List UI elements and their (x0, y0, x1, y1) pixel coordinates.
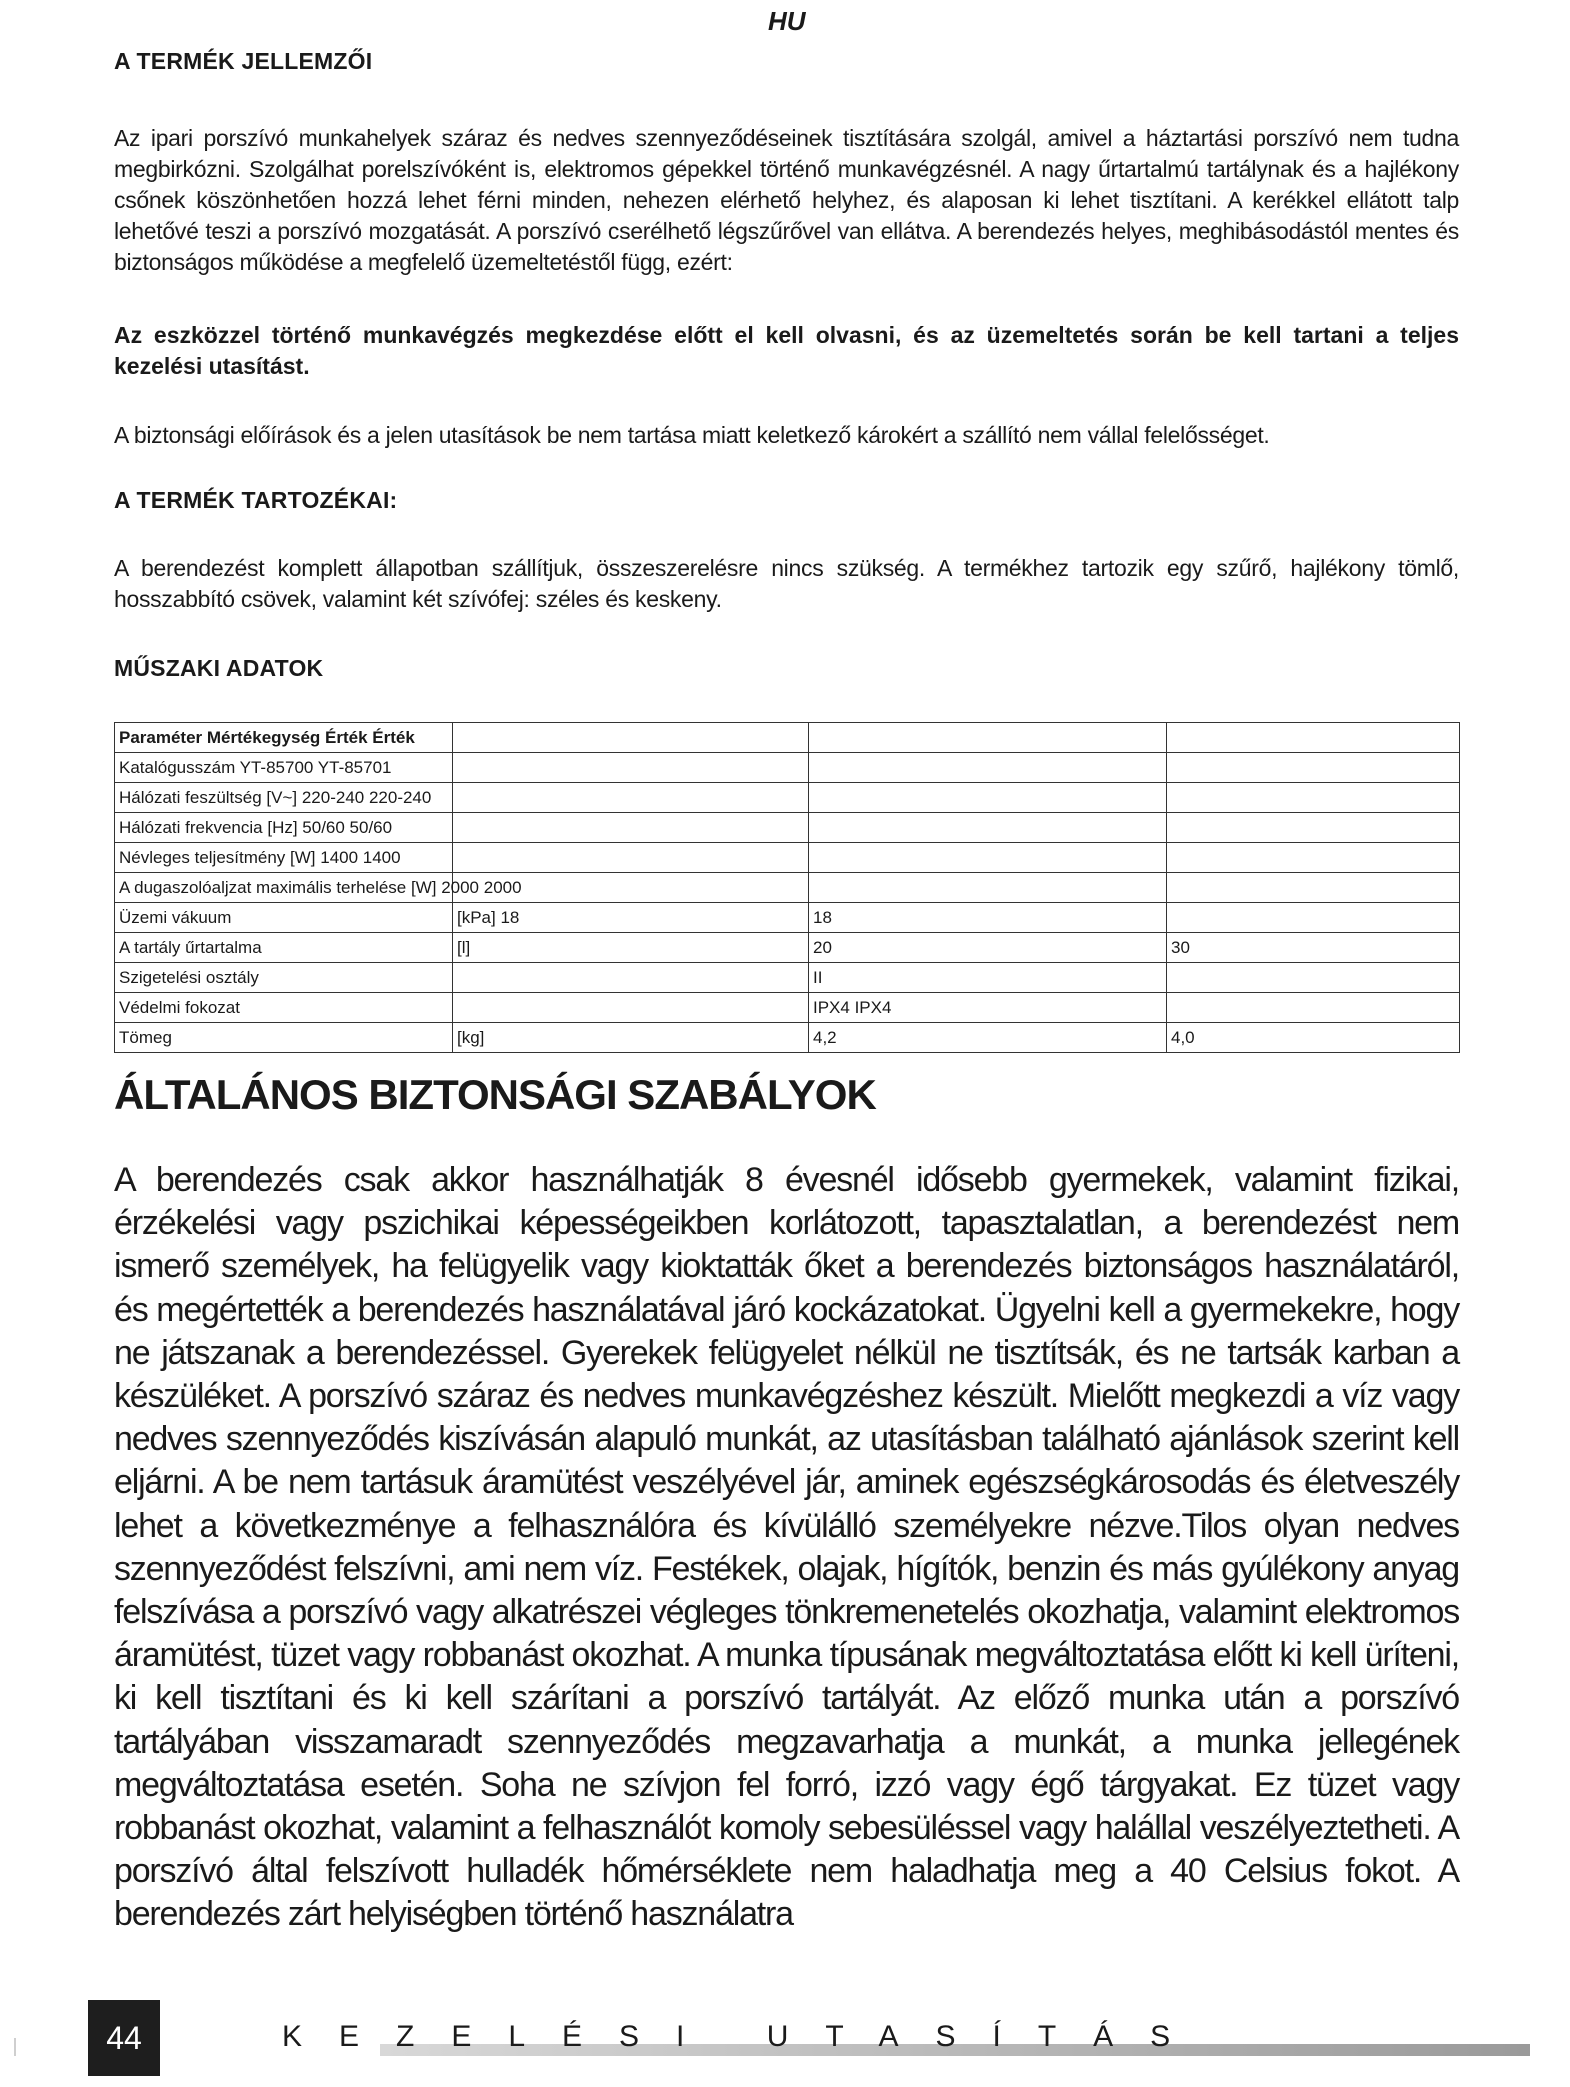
features-heading: A TERMÉK JELLEMZŐI (114, 48, 373, 74)
page-content (114, 48, 1459, 1937)
spec-table-row (115, 723, 1460, 753)
spec-table-cell: Paraméter Mértékegység Érték Érték (115, 723, 453, 753)
spec-table-cell: IPX4 IPX4 (809, 993, 1167, 1023)
margin-mark (14, 2038, 16, 2056)
footer-title: KEZELÉSI UTASÍTÁS (282, 2020, 1208, 2053)
spec-table-cell: A dugaszolóaljzat maximális terhelése [W] 2000 2000 (115, 873, 453, 903)
spec-table-cell: Szigetelési osztály (115, 963, 453, 993)
spec-table-cell: 30 (1167, 933, 1460, 963)
spec-table-cell: 18 (809, 903, 1167, 933)
spec-table-cell (1167, 783, 1460, 813)
spec-table-cell (809, 783, 1167, 813)
spec-table-cell: Hálózati frekvencia [Hz] 50/60 50/60 (115, 813, 453, 843)
spec-table-cell: Névleges teljesítmény [W] 1400 1400 (115, 843, 453, 873)
spec-table-row (115, 993, 1460, 1023)
spec-table-cell (809, 723, 1167, 753)
spec-table-cell (1167, 993, 1460, 1023)
safety-heading: ÁLTALÁNOS BIZTONSÁGI SZABÁLYOK (114, 1071, 876, 1118)
spec-table-cell: [l] (453, 933, 809, 963)
language-code: HU (768, 6, 806, 36)
spec-table-cell: Védelmi fokozat (115, 993, 453, 1023)
spec-table (114, 722, 1460, 1053)
spec-table-cell (453, 963, 809, 993)
spec-table-row (115, 813, 1460, 843)
spec-table-cell: A tartály űrtartalma (115, 933, 453, 963)
spec-table-cell (453, 723, 809, 753)
spec-table-cell: 4,2 (809, 1023, 1167, 1053)
spec-table-row (115, 933, 1460, 963)
spec-table-cell (1167, 903, 1460, 933)
spec-table-row (115, 963, 1460, 993)
features-paragraph: Az ipari porszívó munkahelyek száraz és nedves szennyeződéseinek tisztítására szolgál, amivel a háztartási porszívó nem tudna megbirkózni. Szolgálhat porelszívóként is, elektromos gépekkel történő munkavégzésnél. A nagy űrtartalmú tartálynak és a hajlékony csőnek köszönhetően hozzá lehet férni minden, nehezen elérhető helyhez, és alaposan ki lehet tisztítani. A kerékkel ellátott talp lehetővé teszi a porszívó mozgatását. A porszívó cserélhető légszűrővel van ellátva. A berendezés helyes, meghibásodástól mentes és biztonságos működése a megfelelő üzemeltetéstől függ, ezért: (114, 125, 1459, 275)
spec-table-cell (1167, 873, 1460, 903)
spec-table-cell (809, 753, 1167, 783)
specs-heading: MŰSZAKI ADATOK (114, 655, 324, 681)
accessories-paragraph: A berendezést komplett állapotban szállítjuk, összeszerelésre nincs szükség. A termékhez tartozik egy szűrő, hajlékony tömlő, hosszabbító csövek, valamint két szívófej: széles és keskeny. (114, 555, 1459, 612)
spec-table-cell: II (809, 963, 1167, 993)
spec-table-cell (453, 813, 809, 843)
spec-table-cell: [kg] (453, 1023, 809, 1053)
spec-table-cell (453, 993, 809, 1023)
spec-table-row (115, 783, 1460, 813)
spec-table-cell (453, 753, 809, 783)
spec-table-cell (453, 843, 809, 873)
spec-table-row (115, 1023, 1460, 1053)
liability-paragraph: A biztonsági előírások és a jelen utasítások be nem tartása miatt keletkező károkért a szállító nem vállal felelősséget. (114, 422, 1270, 448)
spec-table-cell: Üzemi vákuum (115, 903, 453, 933)
spec-table-cell (809, 813, 1167, 843)
spec-table-cell: Katalógusszám YT-85700 YT-85701 (115, 753, 453, 783)
spec-table-cell: 4,0 (1167, 1023, 1460, 1053)
spec-table-cell (1167, 813, 1460, 843)
spec-table-cell: [kPa] 18 (453, 903, 809, 933)
spec-table-cell (1167, 753, 1460, 783)
page-number: 44 (88, 2000, 160, 2076)
spec-table-cell (809, 843, 1167, 873)
spec-table-cell (1167, 843, 1460, 873)
safety-paragraph: A berendezés csak akkor használhatják 8 évesnél idősebb gyermekek, valamint fizikai, érzékelési vagy pszichikai képességeikben korlátozott, tapasztalatlan, a berendezést nem ismerő személyek, ha felügyelik vagy kioktatták őket a berendezés biztonságos használatáról, és megértették a berendezés használatával járó kockázatokat. Ügyelni kell a gyermekekre, hogy ne játszanak a berendezéssel. Gyerekek felügyelet nélkül ne tisztítsák, és ne tartsák karban a készüléket. A porszívó száraz és nedves munkavégzéshez készült. Mielőtt megkezdi a víz vagy nedves szennyeződés kiszívásán alapuló munkát, az utasításban található ajánlások szerint kell eljárni. A be nem tartásuk áramütést veszélyével jár, aminek egészségkárosodás és életveszély lehet a következménye a felhasználóra és kívülálló személyekre nézve.Tilos olyan nedves szennyeződést felszívni, ami nem víz. Festékek, olajak, hígítók, benzin és más gyúlékony anyag felszívása a porszívó vagy alkatrészei végleges tönkremenetelés okozhatja, valamint elektromos áramütést, tüzet vagy robbanást okozhat. A munka típusának megváltoztatása előtt ki kell üríteni, ki kell tisztítani és ki kell szárítani a porszívó tartályát. Az előző munka után a porszívó tartályában visszamaradt szennyeződés megzavarhatja a munkát, a munka jellegének megváltoztatása esetén. Soha ne szívjon fel forró, izzó vagy égő tárgyakat. Ez tüzet vagy robbanást okozhat, valamint a felhasználót komoly sebesüléssel vagy halállal veszélyeztetheti. A porszívó által felszívott hulladék hőmérséklete nem haladhatja meg a 40 Celsius fokot. A berendezés zárt helyiségben történő használatra (114, 1161, 1459, 1934)
spec-table-cell (1167, 963, 1460, 993)
spec-table-row (115, 753, 1460, 783)
spec-table-row (115, 843, 1460, 873)
warning-paragraph: Az eszközzel történő munkavégzés megkezdése előtt el kell olvasni, és az üzemeltetés során be kell tartani a teljes kezelési utasítást. (114, 322, 1459, 379)
spec-table-cell: 20 (809, 933, 1167, 963)
spec-table-row (115, 903, 1460, 933)
spec-table-cell (809, 873, 1167, 903)
spec-table-cell (1167, 723, 1460, 753)
spec-table-row (115, 873, 1460, 903)
accessories-heading: A TERMÉK TARTOZÉKAI: (114, 487, 398, 513)
spec-table-cell (453, 783, 809, 813)
spec-table-cell: Tömeg (115, 1023, 453, 1053)
spec-table-cell: Hálózati feszültség [V~] 220-240 220-240 (115, 783, 453, 813)
